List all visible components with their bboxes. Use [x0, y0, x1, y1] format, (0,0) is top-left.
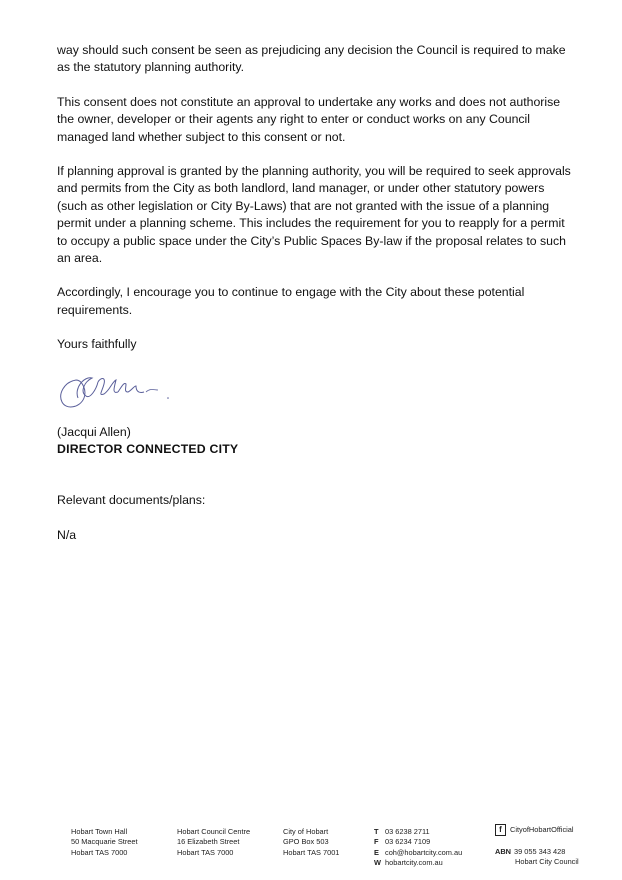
address-line: Hobart TAS 7000: [71, 847, 128, 857]
abn-row: [495, 847, 595, 857]
phone-row: T 03 6238 2711: [374, 827, 430, 836]
address-line: 50 Macquarie Street: [71, 837, 138, 847]
social-and-abn: [495, 824, 595, 868]
body-paragraph: This consent does not constitute an approval to undertake any works and does not authorise the owner, developer or their agents any right to enter or conduct works on any Council managed land whether subject to this consent or not.: [57, 94, 561, 144]
address-line: City of Hobart: [283, 827, 329, 836]
signatory-title: DIRECTOR CONNECTED CITY: [57, 442, 239, 456]
relevant-documents-value: N/a: [57, 528, 77, 542]
fax-number: 03 6234 7109: [385, 837, 431, 847]
facebook-handle-row: [495, 824, 595, 836]
body-paragraph: way should such consent be seen as prejudicing any decision the Council is required to make as the statutory planning authority.: [57, 43, 566, 75]
address-line: GPO Box 503: [283, 837, 329, 847]
council-name: Hobart City Council: [515, 857, 579, 867]
address-line: Hobart TAS 7001: [283, 847, 340, 857]
address-line: Hobart Council Centre: [177, 827, 251, 836]
body-paragraph: Accordingly, I encourage you to continue to engage with the City about these potential requirements.: [57, 285, 525, 317]
closing-salutation: Yours faithfully: [57, 337, 137, 352]
address-line: 16 Elizabeth Street: [177, 837, 240, 847]
address-line: Hobart Town Hall: [71, 827, 128, 836]
facebook-handle: CityofHobartOfficial: [510, 824, 574, 834]
abn-label: ABN: [495, 847, 512, 856]
signature-block: [57, 424, 238, 458]
relevant-documents-label: Relevant documents/plans:: [57, 493, 206, 507]
handwritten-signature: [54, 368, 184, 418]
signatory-name: (Jacqui Allen): [57, 425, 131, 439]
facebook-icon: f: [495, 824, 506, 836]
email-row: E coh@hobartcity.com.au: [374, 847, 463, 857]
abn-number: 39 055 343 428: [514, 847, 566, 856]
email-address: coh@hobartcity.com.au: [385, 847, 463, 857]
website-address: hobartcity.com.au: [385, 857, 443, 867]
address-town-hall: [71, 827, 138, 858]
website-row: W hobartcity.com.au: [374, 857, 443, 867]
address-postal: [283, 827, 339, 858]
letter-body: [57, 42, 577, 354]
contact-details: [374, 827, 462, 868]
fax-row: F 03 6234 7109: [374, 837, 431, 847]
phone-number: 03 6238 2711: [385, 827, 430, 836]
address-council-centre: [177, 827, 250, 858]
address-line: Hobart TAS 7000: [177, 847, 234, 857]
body-paragraph: If planning approval is granted by the planning authority, you will be required to seek approvals and permits from the City as both landlord, land manager, or under other statutory powers (such as other legislation or City By-Laws) that are not granted with the issue of a planning permit under a planning scheme. This includes the requirement for you to reapply for a permit to occupy a public space under the City’s Public Spaces By-law if the proposal relates to such an area.: [57, 164, 571, 266]
